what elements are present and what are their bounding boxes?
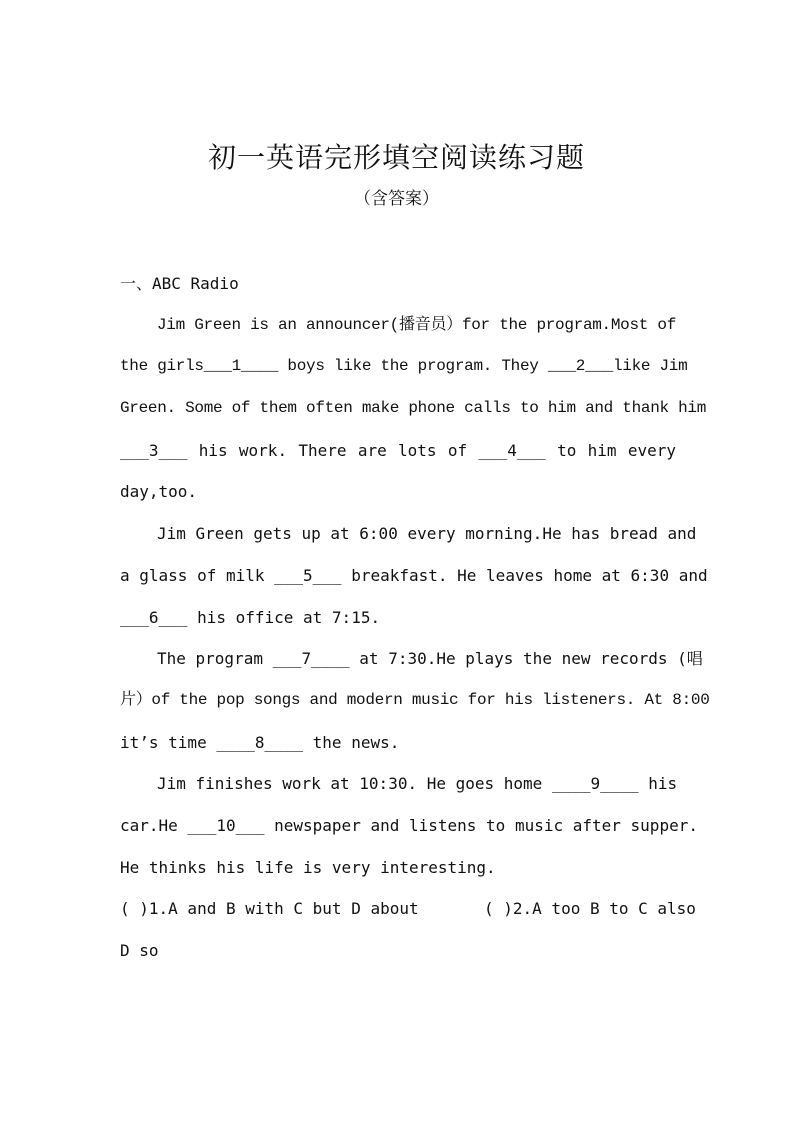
paragraph-1-line-1: Jim Green is an announcer(播音员）for the program.Most of xyxy=(157,315,676,334)
paragraph-1-line-5: day,too. xyxy=(120,482,198,502)
paragraph-4-line-1: Jim finishes work at 10:30. He goes home ____9____ his xyxy=(157,774,678,794)
paragraph-3-line-3: it’s time ____8____ the news. xyxy=(120,732,400,752)
paragraph-2-line-3: ___6___ his office at 7:15. xyxy=(120,607,381,627)
option-row xyxy=(120,930,676,972)
paragraph-1-line-3: Green. Some of them often make phone calls to him and thank him xyxy=(120,399,706,418)
document-subtitle: （含答案） xyxy=(354,189,439,209)
option-row xyxy=(120,888,696,930)
option-question-2-continued: D so xyxy=(120,941,159,960)
section-heading: 一、ABC Radio xyxy=(120,274,239,293)
paragraph-2-line-2: a glass of milk ___5___ breakfast. He leaves home at 6:30 and xyxy=(120,565,708,585)
paragraph-4-line-3: He thinks his life is very interesting. xyxy=(120,857,496,877)
document-title: 初一英语完形填空阅读练习题 xyxy=(207,141,585,174)
paragraph-3-line-1: The program ___7____ at 7:30.He plays the new records (唱 xyxy=(157,649,703,669)
option-question-1: ( )1.A and B with C but D about xyxy=(120,899,419,919)
paragraph-2-line-1: Jim Green gets up at 6:00 every morning.He has bread and xyxy=(157,524,697,544)
paragraph-3-line-2: 片）of the pop songs and modern music for his listeners. At 8:00 xyxy=(120,690,710,709)
paragraph-4-line-2: car.He ___10___ newspaper and listens to music after supper. xyxy=(120,815,698,835)
paragraph-1-line-2: the girls___1____ boys like the program. They ___2___like Jim xyxy=(120,357,688,376)
paragraph-1-line-4: ___3___ his work. There are lots of ___4___ to him every xyxy=(120,440,676,460)
document-body xyxy=(120,263,710,972)
answer-options xyxy=(120,888,696,971)
option-question-2: ( )2.A too B to C also xyxy=(484,899,696,919)
